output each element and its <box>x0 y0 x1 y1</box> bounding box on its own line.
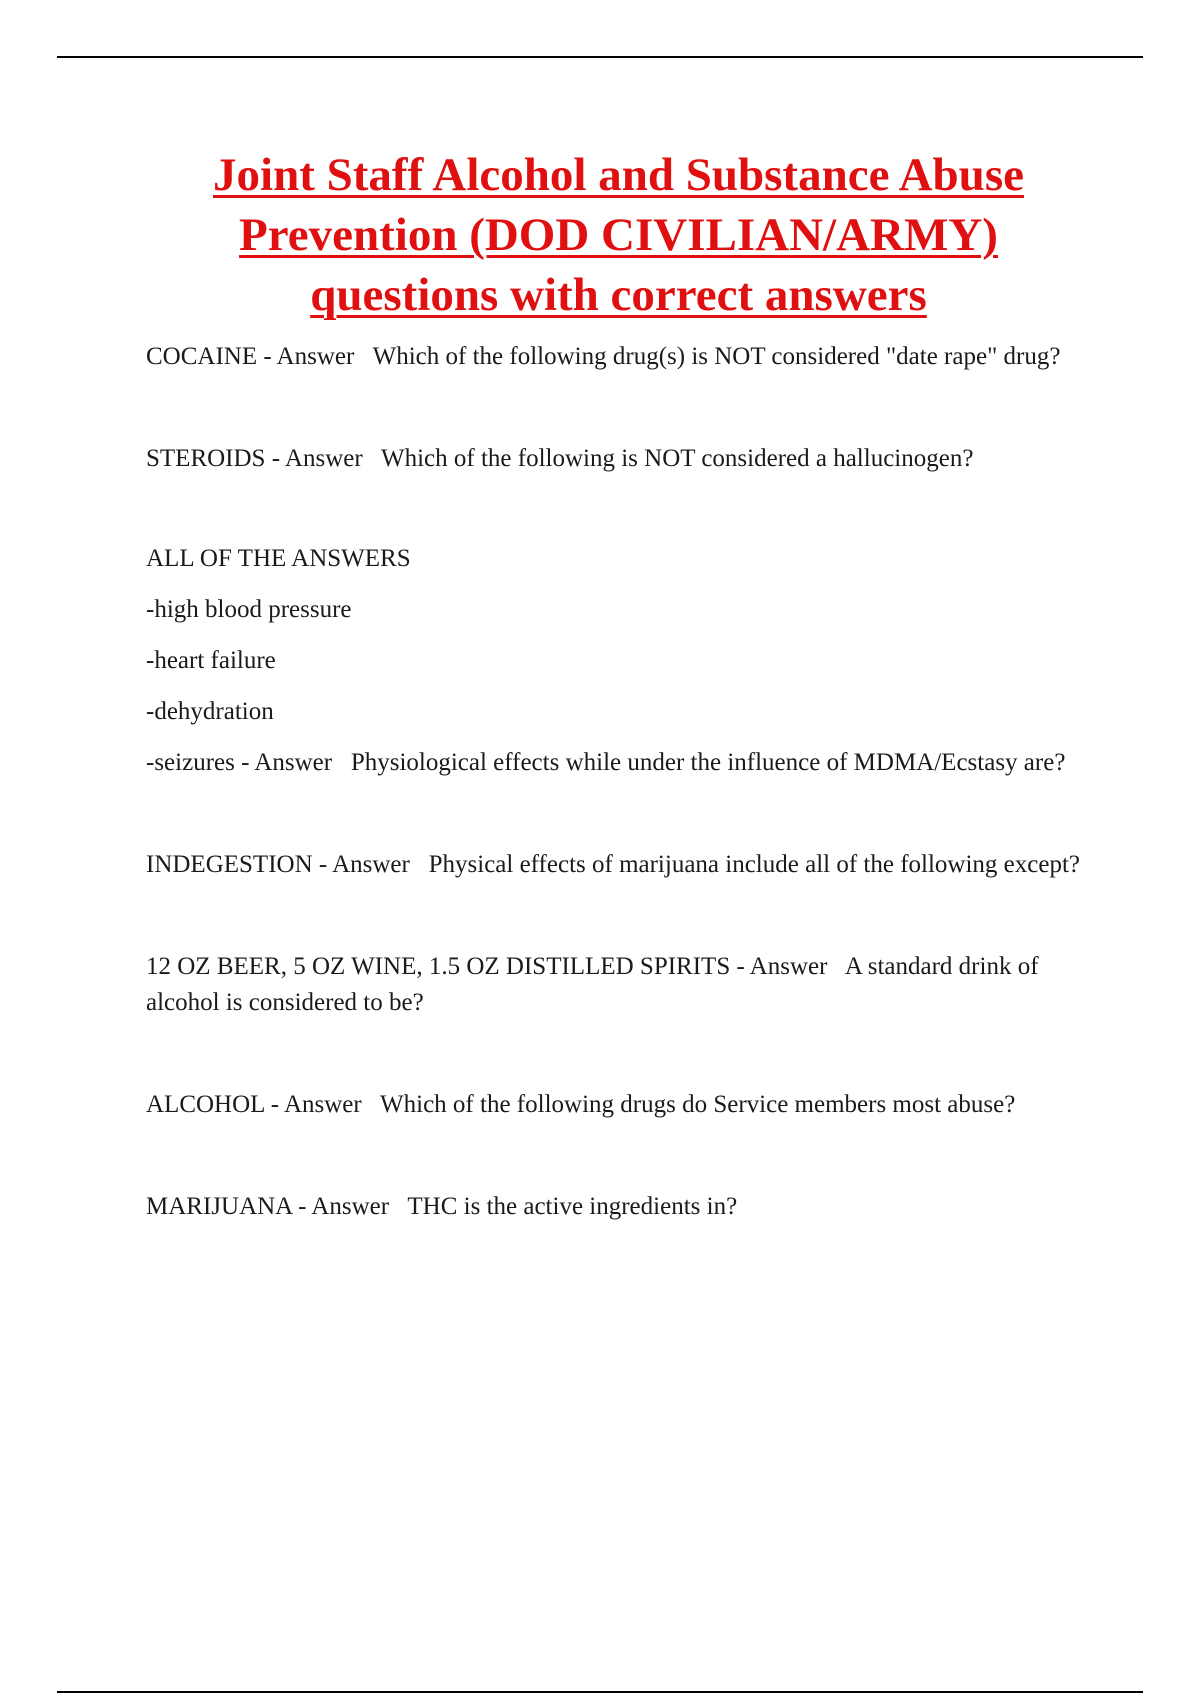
document-title <box>120 145 1117 325</box>
question-text: THC is the active ingredients in? <box>407 1193 738 1220</box>
answer-line: -dehydration <box>146 698 274 725</box>
answer-label: - Answer <box>298 1193 390 1220</box>
top-rule <box>57 56 1143 58</box>
answer-line: -high blood pressure <box>146 596 352 623</box>
answer-line: ALL OF THE ANSWERS <box>146 545 411 572</box>
answer-text: -seizures <box>146 749 235 776</box>
qa-item-4 <box>146 847 1086 883</box>
answer-label: - Answer <box>270 1091 362 1118</box>
answer-label: - Answer <box>263 343 355 370</box>
question-text: Which of the following drug(s) is NOT considered "date rape" drug? <box>372 343 1061 370</box>
answer-text: STEROIDS <box>146 445 266 472</box>
qa-item-2 <box>146 441 1086 477</box>
answer-line: -heart failure <box>146 647 276 674</box>
title-line-3: questions with correct answers <box>310 269 927 321</box>
answer-text: INDEGESTION <box>146 851 313 878</box>
qa-list <box>146 339 1086 1225</box>
question-text: Physical effects of marijuana include all of the following except? <box>428 851 1081 878</box>
answer-text: ALCOHOL <box>146 1091 265 1118</box>
question-text: Which of the following is NOT considered a hallucinogen? <box>381 445 974 472</box>
question-text: A standard drink of alcohol is considered to be? <box>146 953 1039 1016</box>
answer-label: - Answer <box>318 851 410 878</box>
question-text: Which of the following drugs do Service members most abuse? <box>380 1091 1016 1118</box>
answer-label: - Answer <box>241 749 333 776</box>
question-text: Physiological effects while under the influence of MDMA/Ecstasy are? <box>350 749 1066 776</box>
answer-text: MARIJUANA <box>146 1193 292 1220</box>
qa-item-1 <box>146 339 1086 375</box>
answer-text: COCAINE <box>146 343 258 370</box>
answer-label: - Answer <box>271 445 363 472</box>
qa-item-5 <box>146 949 1086 1021</box>
title-line-2: Prevention (DOD CIVILIAN/ARMY) <box>239 209 998 261</box>
title-line-1: Joint Staff Alcohol and Substance Abuse <box>213 149 1024 201</box>
bottom-rule <box>57 1691 1143 1693</box>
qa-item-6 <box>146 1087 1086 1123</box>
qa-item-3 <box>146 533 1086 781</box>
answer-with-question <box>146 745 1086 781</box>
qa-item-7 <box>146 1189 1086 1225</box>
answer-text: 12 OZ BEER, 5 OZ WINE, 1.5 OZ DISTILLED SPIRITS <box>146 953 731 980</box>
answer-label: - Answer <box>736 953 828 980</box>
